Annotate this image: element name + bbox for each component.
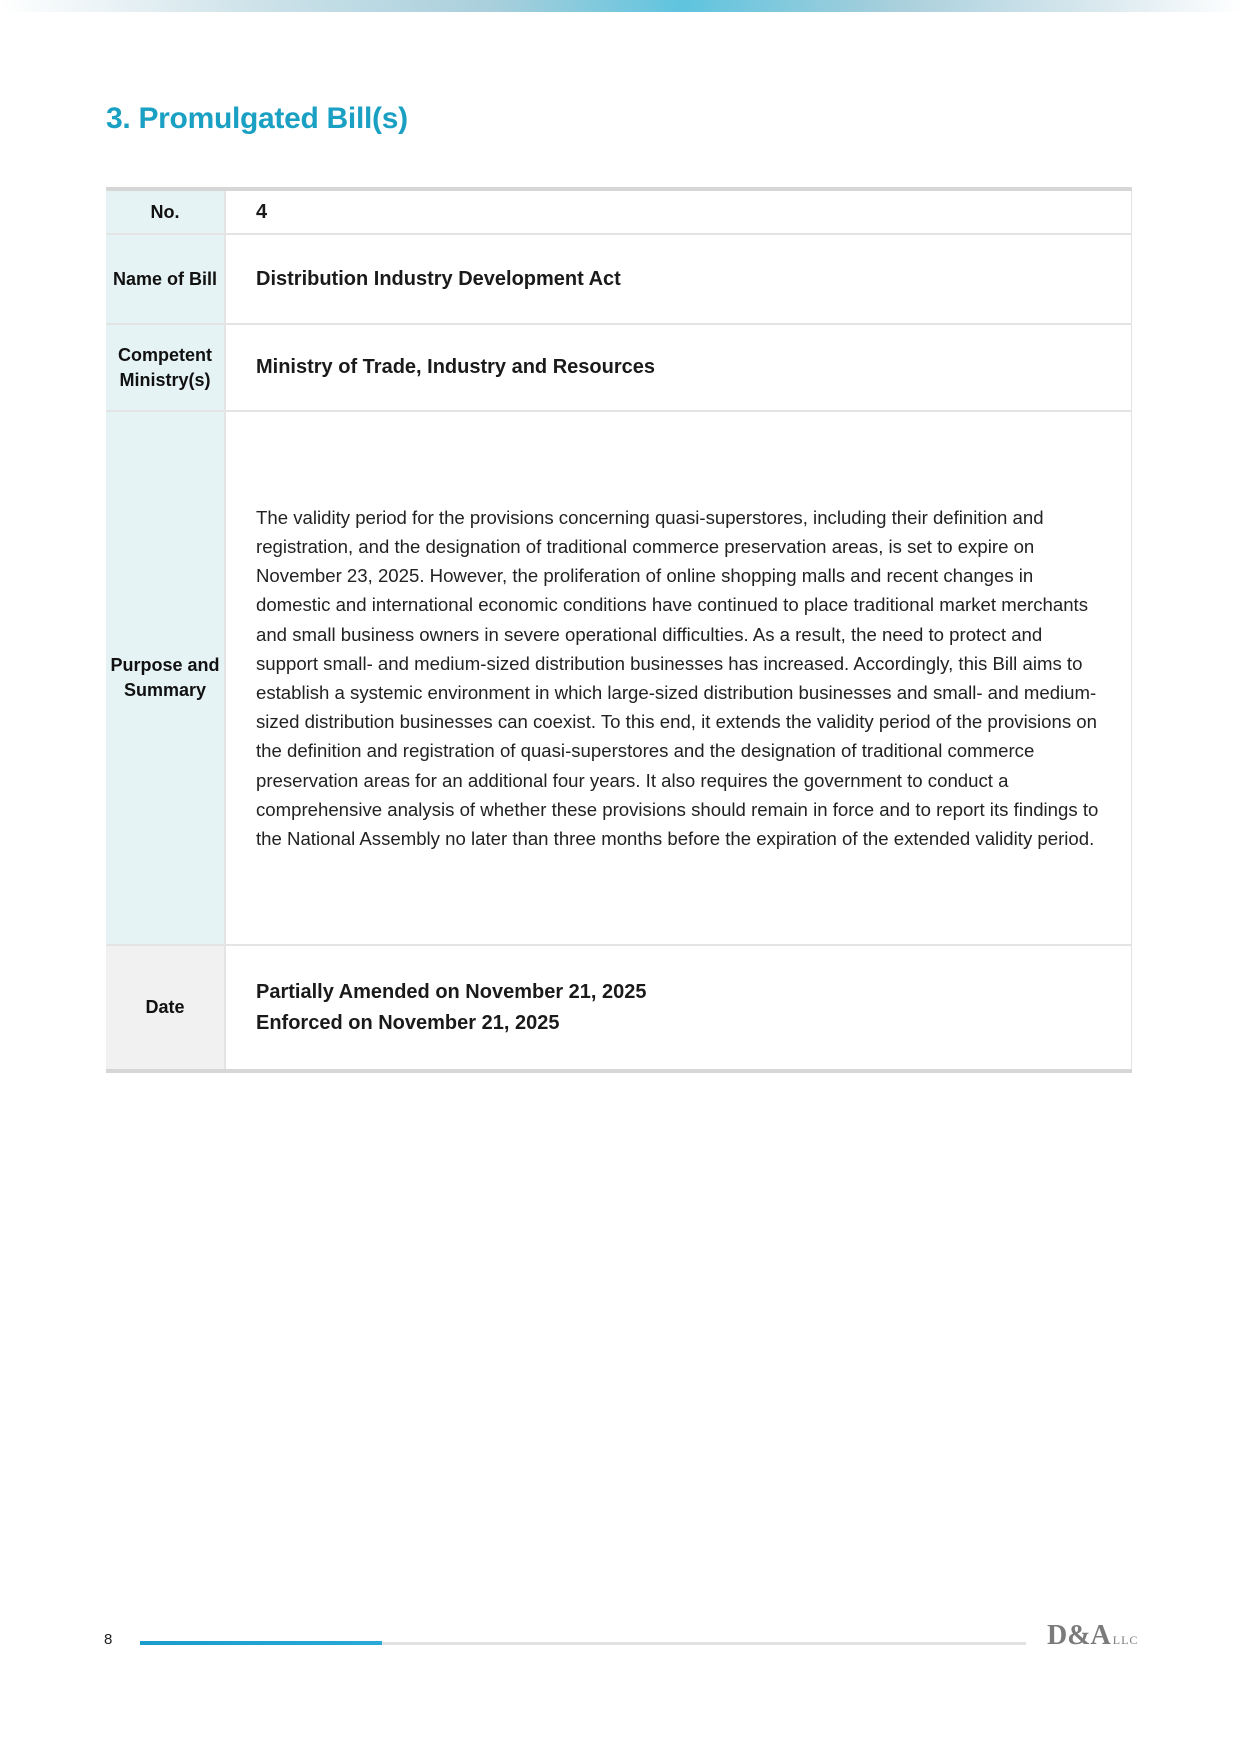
footer-progress-accent	[140, 1641, 382, 1645]
logo-suffix: LLC	[1112, 1633, 1139, 1647]
ministry-value: Ministry of Trade, Industry and Resources	[225, 324, 1132, 411]
section-title: 3. Promulgated Bill(s)	[106, 102, 408, 135]
summary-label: Purpose and Summary	[106, 411, 225, 945]
row-summary	[106, 411, 1132, 945]
date-value	[225, 945, 1132, 1071]
page-number: 8	[104, 1631, 113, 1648]
row-no	[106, 189, 1132, 234]
name-value: Distribution Industry Development Act	[225, 234, 1132, 324]
no-value: 4	[225, 189, 1132, 234]
row-ministry	[106, 324, 1132, 411]
logo-text: D&A	[1047, 1620, 1111, 1651]
date-label: Date	[106, 945, 225, 1071]
date-enforced: Enforced on November 21, 2025	[256, 1011, 560, 1034]
date-amended: Partially Amended on November 21, 2025	[256, 980, 647, 1003]
no-label: No.	[106, 189, 225, 234]
company-logo	[1047, 1620, 1138, 1652]
row-date	[106, 945, 1132, 1071]
row-name	[106, 234, 1132, 324]
summary-value: The validity period for the provisions concerning quasi-superstores, including their definition and registration, and the designation of traditional commerce preservation areas, is set to expire on November 23, 2025. However, the proliferation of online shopping malls and recent changes in domestic and international economic conditions have continued to place traditional market merchants and small business owners in severe operational difficulties. As a result, the need to protect and support small- and medium-sized distribution businesses has increased. Accordingly, this Bill aims to establish a systemic environment in which large-sized distribution businesses and small- and medium-sized distribution businesses can coexist. To this end, it extends the validity period of the provisions on the definition and registration of quasi-superstores and the designation of traditional commerce preservation areas for an additional four years. It also requires the government to conduct a comprehensive analysis of whether these provisions should remain in force and to report its findings to the National Assembly no later than three months before the expiration of the extended validity period.	[225, 411, 1132, 945]
ministry-label: Competent Ministry(s)	[106, 324, 225, 411]
bill-table	[106, 187, 1132, 1073]
top-gradient-bar	[0, 0, 1241, 12]
name-label: Name of Bill	[106, 234, 225, 324]
